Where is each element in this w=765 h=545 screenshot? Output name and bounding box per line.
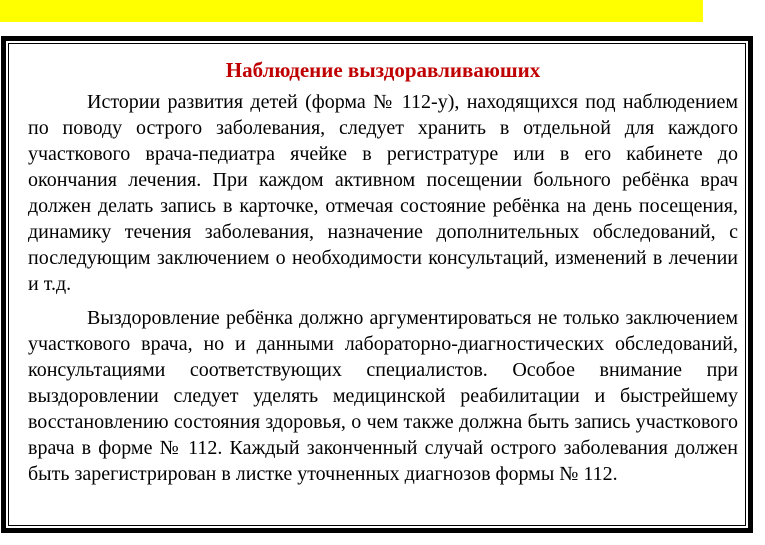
slide-frame: [1, 36, 753, 533]
paragraph-medical-records: Истории развития детей (форма № 112-у), находящихся под наблюдением по поводу острого заболевания, следует хранить в отдельной для каждого участкового врача-педиатра ячейке в регистратуре или в его кабинете до окончания лечения. При каждом активном посещении больного ребёнка врач должен делать запись в карточке, отмечая состояние ребёнка на день посещения, динамику течения заболевания, назначение дополнительных обследований, с последующим заключением о необходимости консультаций, изменений в лечении и т.д.: [28, 91, 738, 295]
slide-title: Наблюдение выздоравливаюших: [225, 58, 541, 82]
slide-inner-border: [8, 43, 746, 526]
yellow-banner: [0, 0, 703, 22]
slide-content: [28, 57, 738, 487]
paragraph-recovery: Выздоровление ребёнка должно аргументироваться не только заключением участкового врача, но и данными лабораторно-диагностических обследований, консультациями соответствующих специалистов. Особое внимание при выздоровлении следует уделять медицинской реабилитации и быстрейшему восстановлению состояния здоровья, о чем также должна быть запись участкового врача в форме № 112. Каждый законченный случай острого заболевания должен быть зарегистрирован в листке уточненных диагнозов формы № 112.: [28, 307, 738, 485]
